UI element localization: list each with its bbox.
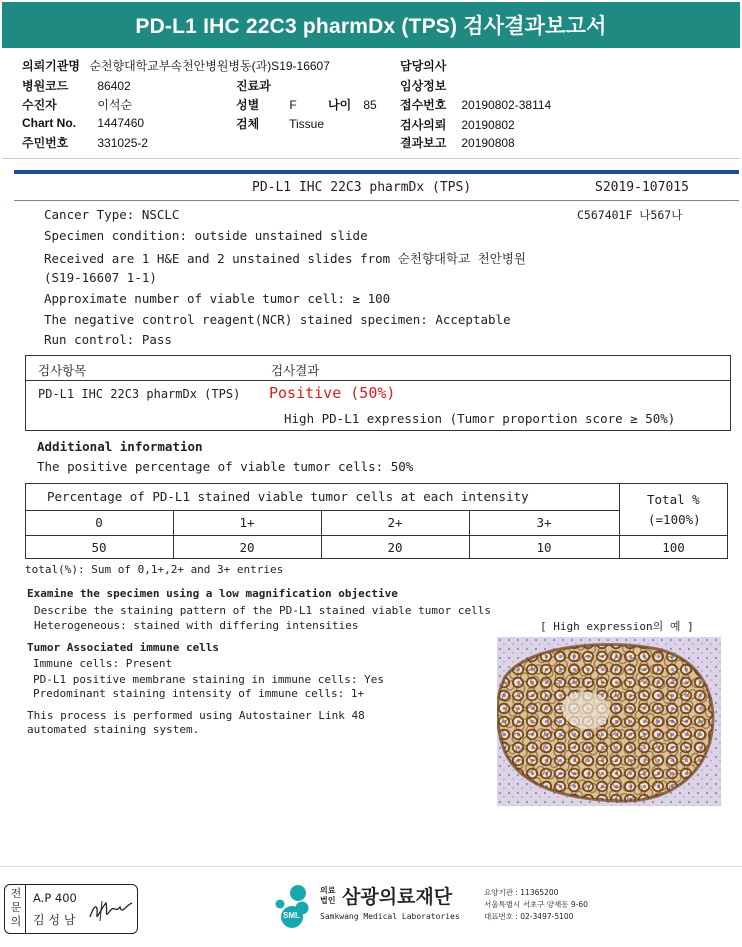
logo-prefix: 의료 법인 [320, 886, 336, 905]
result-note: High PD-L1 expression (Tumor proportion score ≥ 50%) [284, 411, 676, 426]
examine-line: Describe the staining pattern of the PD-L1 stained viable tumor cells [34, 604, 491, 617]
table-rule [25, 535, 728, 536]
test-name: PD-L1 IHC 22C3 pharmDx (TPS) [252, 180, 472, 195]
stamp-vertical: 전 문 의 [10, 887, 22, 928]
intensity-cell: 3+ [536, 515, 552, 530]
result-col-header: 검사항목 [38, 363, 87, 378]
result-col-header: 검사결과 [271, 363, 320, 378]
process-line: This process is performed using Autostainer Link 48 [27, 709, 365, 722]
header-right-row: 임상정보 [400, 79, 447, 93]
contact-info: 요양기관 : 11365200 서울특별시 서초구 양재동 9-60 대표번호 : 02-3497-5100 [484, 888, 588, 921]
table-footnote: total(%): Sum of 0,1+,2+ and 3+ entries [25, 563, 284, 576]
percentage-cell: 20 [239, 540, 255, 555]
header-row: 의뢰기관명 순천향대학교부속천안병원병동(과)S19-16607 [22, 59, 330, 73]
specimen-line: (S19-16607 1-1) [44, 270, 157, 285]
logo-name: 삼광의료재단 [342, 886, 453, 908]
header-right-row: 담당의사 [400, 59, 447, 73]
header-mid-row: 성별 F [236, 98, 297, 112]
intensity-cell: 0 [95, 515, 103, 530]
specimen-line: Received are 1 H&E and 2 unstained slides from 순천향대학교 천안병원 [44, 251, 526, 266]
section-bar [14, 170, 739, 174]
intensity-header: Percentage of PD-L1 stained viable tumor cells at each intensity [47, 489, 529, 504]
header-right-row: 검사의뢰 20190802 [400, 118, 515, 132]
table-rule [25, 510, 619, 511]
pathologist-name: 김 성 남 [33, 913, 76, 927]
sample-code: C567401F 나567나 [577, 208, 683, 222]
image-caption: [ High expression의 예 ] [540, 620, 694, 633]
intensity-cell: 1+ [239, 515, 255, 530]
immune-line: Predominant staining intensity of immune cells: 1+ [33, 687, 365, 700]
examine-heading: Examine the specimen using a low magnification objective [27, 587, 398, 600]
specimen-line: Cancer Type: NSCLC [44, 207, 180, 222]
divider [14, 200, 739, 201]
total-header: (=100%) [648, 512, 701, 527]
report-title: PD-L1 IHC 22C3 pharmDx (TPS) 검사결과보고서 [2, 2, 740, 48]
sml-logo-icon [270, 882, 318, 932]
total-header: Total % [647, 492, 700, 507]
stamp-code: A.P 400 [33, 891, 77, 905]
immune-line: Immune cells: Present [33, 657, 173, 670]
header-row: Chart No. 1447460 [22, 116, 145, 130]
specimen-line: Run control: Pass [44, 332, 172, 347]
intensity-cell: 2+ [387, 515, 403, 530]
table-rule [25, 380, 731, 381]
process-line: automated staining system. [27, 723, 200, 736]
header-mid-row: 검체 Tissue [236, 117, 325, 131]
divider [2, 158, 740, 159]
percentage-cell: 50 [91, 540, 107, 555]
report-id: S2019-107015 [595, 180, 689, 195]
result-item: PD-L1 IHC 22C3 pharmDx (TPS) [38, 387, 241, 401]
total-cell: 100 [662, 540, 685, 555]
header-row: 주민번호 331025-2 [22, 136, 149, 150]
specimen-line: The negative control reagent(NCR) stained specimen: Acceptable [44, 312, 511, 327]
specimen-line: Approximate number of viable tumor cell: ≥ 100 [44, 291, 391, 306]
micrograph-image [497, 637, 721, 806]
result-value: Positive (50%) [269, 384, 396, 402]
ihc-micrograph [497, 637, 721, 806]
footer-divider [0, 866, 742, 867]
logo-badge: SML [283, 911, 300, 920]
immune-heading: Tumor Associated immune cells [27, 641, 220, 654]
additional-text: The positive percentage of viable tumor cells: 50% [37, 459, 414, 474]
header-row: 병원코드 86402 [22, 79, 131, 93]
examine-line: Heterogeneous: stained with differing intensities [34, 619, 359, 632]
header-right-row: 결과보고 20190808 [400, 136, 515, 150]
additional-heading: Additional information [37, 439, 203, 454]
logo-subtitle: Samkwang Medical Laboratories [320, 912, 460, 921]
specimen-line: Specimen condition: outside unstained slide [44, 228, 368, 243]
percentage-cell: 20 [387, 540, 403, 555]
header-row: 수진자 이석순 [22, 98, 133, 112]
header-right-row: 접수번호 20190802-38114 [400, 98, 552, 112]
header-mid-row: 진료과 [236, 79, 271, 93]
age-field: 나이 85 [328, 98, 377, 112]
immune-line: PD-L1 positive membrane staining in immune cells: Yes [33, 673, 384, 686]
percentage-cell: 10 [536, 540, 552, 555]
signature-image [88, 897, 134, 925]
stamp-divider [25, 884, 26, 934]
